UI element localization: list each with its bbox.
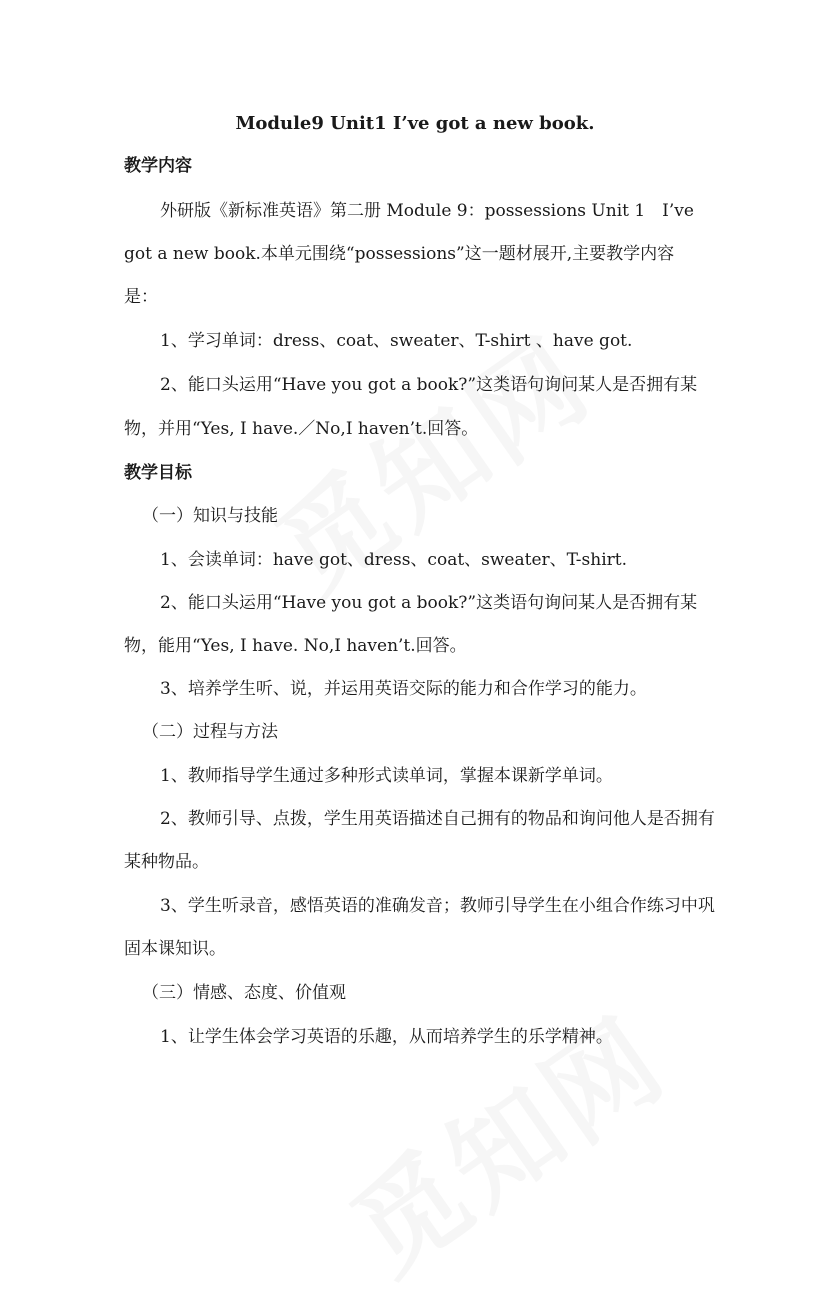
section-heading-content: 教学内容 (124, 156, 192, 176)
list-item-continuation: 固本课知识。 (124, 939, 226, 959)
paragraph-line: 是： (124, 287, 158, 307)
subheading: （一）知识与技能 (142, 506, 278, 526)
section-heading-goals: 教学目标 (124, 463, 192, 483)
list-item-continuation: 物，并用“Yes, I have.／No,I haven’t.回答。 (124, 419, 479, 439)
list-item: 3、学生听录音，感悟英语的准确发音；教师引导学生在小组合作练习中巩 (160, 896, 715, 916)
watermark (316, 974, 692, 1303)
list-item: 2、教师引导、点拨，学生用英语描述自己拥有的物品和询问他人是否拥有 (160, 809, 715, 829)
list-item: 1、教师指导学生通过多种形式读单词，掌握本课新学单词。 (160, 766, 613, 786)
list-item: 3、培养学生听、说，并运用英语交际的能力和合作学习的能力。 (160, 679, 647, 699)
list-item: 2、能口头运用“Have you got a book?”这类语句询问某人是否拥有某 (160, 593, 698, 613)
subheading: （三）情感、态度、价值观 (142, 983, 346, 1003)
list-item-continuation: 某种物品。 (124, 852, 209, 872)
list-item: 1、会读单词：have got、dress、coat、sweater、T-shirt. (160, 550, 628, 570)
paragraph-line: 外研版《新标准英语》第二册 Module 9：possessions Unit 1 I’ve (160, 201, 694, 221)
subheading: （二）过程与方法 (142, 722, 278, 742)
list-item: 1、让学生体会学习英语的乐趣，从而培养学生的乐学精神。 (160, 1027, 613, 1047)
paragraph-line: got a new book.本单元围绕“possessions”这一题材展开,主要教学内容 (124, 244, 675, 264)
list-item-continuation: 物，能用“Yes, I have. No,I haven’t.回答。 (124, 636, 467, 656)
list-item: 1、学习单词：dress、coat、sweater、T-shirt 、have got. (160, 331, 633, 351)
list-item: 2、能口头运用“Have you got a book?”这类语句询问某人是否拥有某 (160, 375, 698, 395)
document-title: Module9 Unit1 I’ve got a new book. (235, 113, 595, 134)
